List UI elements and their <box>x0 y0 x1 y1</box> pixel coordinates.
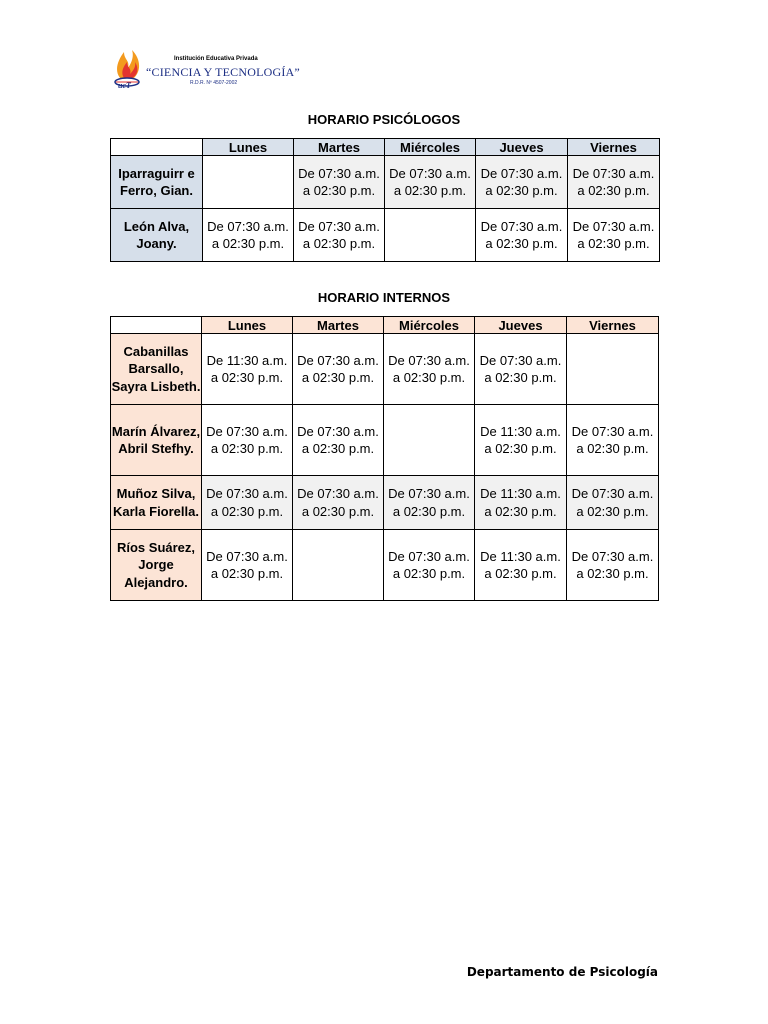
table-row <box>111 156 660 209</box>
schedule-cell: De 07:30 a.m. a 02:30 p.m. <box>202 476 293 530</box>
person-name: León Alva, Joany. <box>111 209 203 262</box>
schedule-cell: De 07:30 a.m. a 02:30 p.m. <box>293 405 384 476</box>
table-row <box>111 405 659 476</box>
table-row <box>111 209 660 262</box>
schedule-cell <box>293 530 384 601</box>
schedule-cell: De 07:30 a.m. a 02:30 p.m. <box>568 209 660 262</box>
schedule-cell <box>385 209 476 262</box>
header-viernes: Viernes <box>568 139 660 156</box>
header-viernes: Viernes <box>567 317 659 334</box>
person-name: Marín Álvarez, Abril Stefhy. <box>111 405 202 476</box>
schedule-cell: De 11:30 a.m. a 02:30 p.m. <box>475 405 567 476</box>
schedule-cell: De 07:30 a.m. a 02:30 p.m. <box>384 476 475 530</box>
schedule-cell: De 07:30 a.m. a 02:30 p.m. <box>567 476 659 530</box>
logo-registration: R.D.R. Nº 4507-2002 <box>190 80 238 86</box>
header-lunes: Lunes <box>202 317 293 334</box>
header-miercoles: Miércoles <box>384 317 475 334</box>
header-lunes: Lunes <box>203 139 294 156</box>
header-jueves: Jueves <box>475 317 567 334</box>
table-header-row <box>111 317 659 334</box>
schedule-cell: De 07:30 a.m. a 02:30 p.m. <box>475 334 567 405</box>
header-martes: Martes <box>294 139 385 156</box>
schedule-cell <box>567 334 659 405</box>
header-miercoles: Miércoles <box>385 139 476 156</box>
footer-department: Departamento de Psicología <box>466 965 658 979</box>
logo-institution-line: Institución Educativa Privada <box>174 56 258 62</box>
schedule-cell: De 07:30 a.m. a 02:30 p.m. <box>202 405 293 476</box>
schedule-cell: De 07:30 a.m. a 02:30 p.m. <box>568 156 660 209</box>
table-row <box>111 476 659 530</box>
header-corner <box>111 317 202 334</box>
schedule-cell: De 07:30 a.m. a 02:30 p.m. <box>567 530 659 601</box>
table-row <box>111 530 659 601</box>
schedule-cell: De 07:30 a.m. a 02:30 p.m. <box>476 156 568 209</box>
schedule-cell: De 07:30 a.m. a 02:30 p.m. <box>294 209 385 262</box>
school-logo <box>112 48 300 92</box>
header-jueves: Jueves <box>476 139 568 156</box>
internos-title: HORARIO INTERNOS <box>317 290 451 305</box>
schedule-cell: De 07:30 a.m. a 02:30 p.m. <box>293 476 384 530</box>
schedule-cell: De 07:30 a.m. a 02:30 p.m. <box>202 530 293 601</box>
person-name: Muñoz Silva, Karla Fiorella. <box>111 476 202 530</box>
schedule-cell: De 11:30 a.m. a 02:30 p.m. <box>475 476 567 530</box>
schedule-cell: De 07:30 a.m. a 02:30 p.m. <box>294 156 385 209</box>
schedule-cell: De 07:30 a.m. a 02:30 p.m. <box>384 334 475 405</box>
logo-emblem-text: ucT <box>118 81 131 90</box>
schedule-cell: De 07:30 a.m. a 02:30 p.m. <box>567 405 659 476</box>
schedule-cell: De 07:30 a.m. a 02:30 p.m. <box>203 209 294 262</box>
table-row <box>111 334 659 405</box>
schedule-cell: De 11:30 a.m. a 02:30 p.m. <box>475 530 567 601</box>
schedule-cell <box>203 156 294 209</box>
psicologos-title: HORARIO PSICÓLOGOS <box>307 112 461 127</box>
logo-school-name: “CIENCIA Y TECNOLOGÍA” <box>146 65 300 79</box>
schedule-cell <box>384 405 475 476</box>
table-header-row <box>111 139 660 156</box>
psicologos-schedule-table <box>110 138 660 262</box>
schedule-cell: De 07:30 a.m. a 02:30 p.m. <box>476 209 568 262</box>
header-corner <box>111 139 203 156</box>
schedule-cell: De 07:30 a.m. a 02:30 p.m. <box>385 156 476 209</box>
schedule-cell: De 07:30 a.m. a 02:30 p.m. <box>293 334 384 405</box>
internos-schedule-table <box>110 316 659 601</box>
person-name: Iparraguirr e Ferro, Gian. <box>111 156 203 209</box>
header-martes: Martes <box>293 317 384 334</box>
schedule-cell: De 07:30 a.m. a 02:30 p.m. <box>384 530 475 601</box>
person-name: Cabanillas Barsallo, Sayra Lisbeth. <box>111 334 202 405</box>
person-name: Ríos Suárez, Jorge Alejandro. <box>111 530 202 601</box>
schedule-cell: De 11:30 a.m. a 02:30 p.m. <box>202 334 293 405</box>
